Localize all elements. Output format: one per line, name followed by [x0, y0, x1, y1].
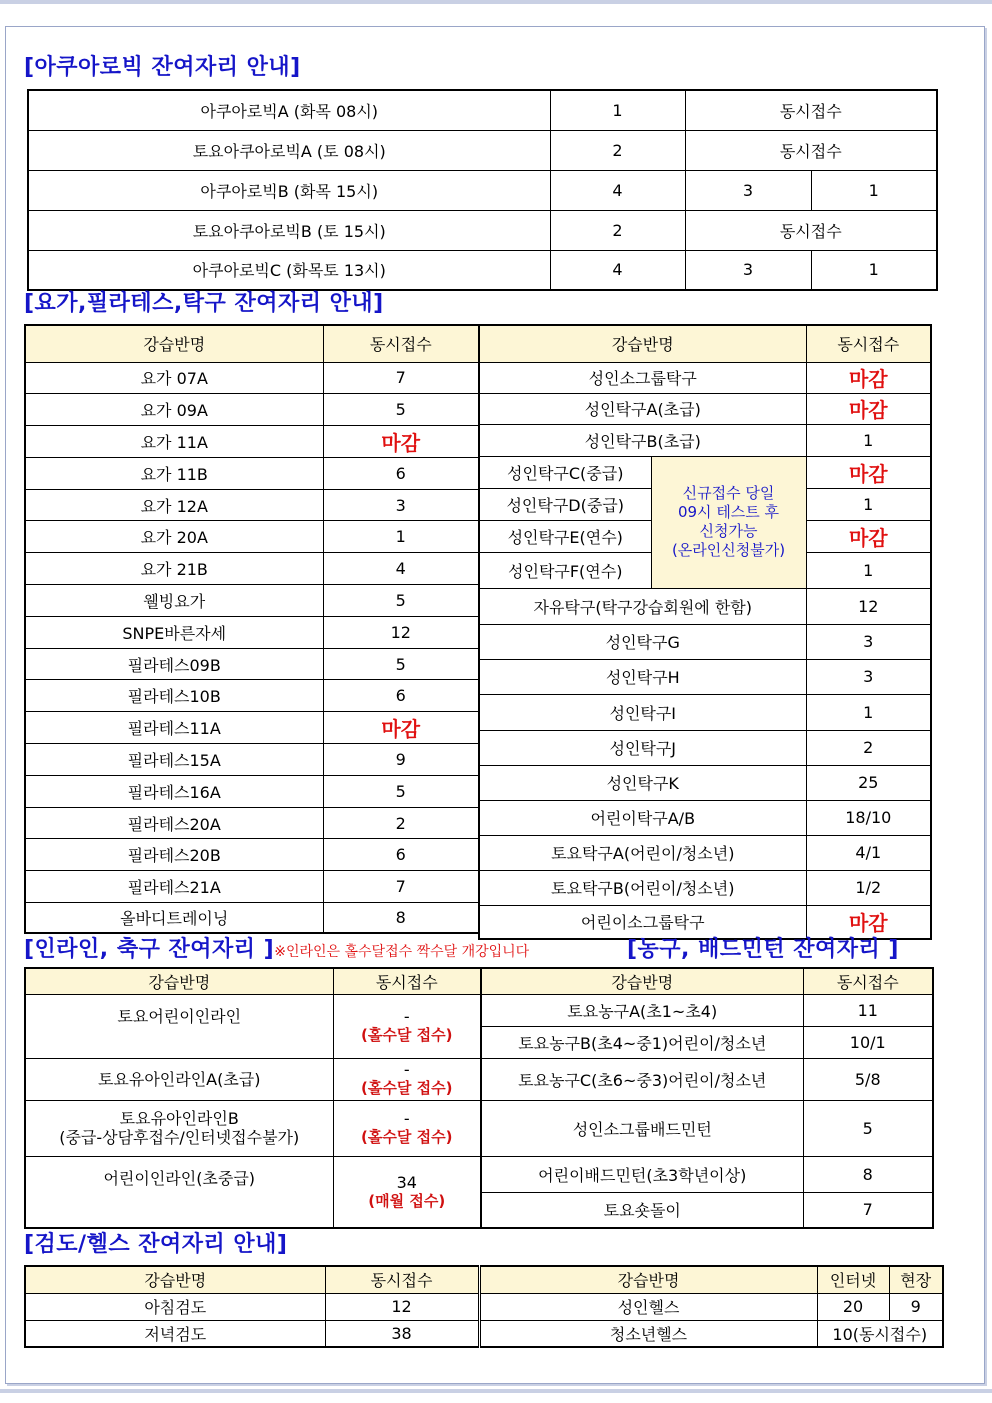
yoga-class-name: SNPE바른자세	[25, 616, 323, 648]
yoga-class-name: 요가 07A	[25, 362, 323, 394]
basket-value: 7	[803, 1192, 933, 1228]
tt-value: 12	[806, 588, 931, 624]
inline-value-main: -	[403, 1007, 410, 1026]
inline-class-name-line: 토요어린이인라인	[117, 1006, 242, 1026]
aqua-value: 4	[550, 170, 685, 210]
tt-class-name: 성인탁구E(연수)	[479, 520, 651, 552]
yoga-class-name: 요가 09A	[25, 394, 323, 426]
health-internet-value: 20	[817, 1293, 889, 1320]
tt-class-name: 성인탁구D(중급)	[479, 488, 651, 520]
basket-table	[480, 967, 934, 1229]
yoga-class-name: 요가 20A	[25, 521, 323, 553]
table-row	[28, 90, 937, 130]
inline-note: ※인라인은 홀수달접수 짝수달 개강입니다	[274, 944, 530, 960]
table-row	[479, 694, 931, 730]
bottom-border-line	[0, 1389, 992, 1393]
basket-seats-header: 동시접수	[803, 968, 933, 994]
inline-value-main: -	[403, 1060, 410, 1079]
basket-class-name: 성인소그룹배드민턴	[481, 1100, 803, 1156]
yoga-value: 2	[323, 807, 479, 839]
kendo-class-name: 저녁검도	[25, 1320, 325, 1347]
aqua-value: 2	[550, 130, 685, 170]
tt-value: 25	[806, 765, 931, 800]
table-row	[479, 659, 931, 694]
aqua-value: 1	[811, 170, 937, 210]
inline-value	[333, 1058, 481, 1100]
tt-value: 마감	[806, 362, 931, 393]
table-row	[25, 1058, 481, 1100]
table-row	[25, 489, 479, 521]
kendo-heading: [검도/헬스 잔여자리 안내]	[24, 1232, 288, 1257]
basket-value: 10/1	[803, 1026, 933, 1058]
inline-class-name-line: 어린이인라인(초중급)	[103, 1168, 256, 1188]
yoga-heading: [요가,필라테스,탁구 잔여자리 안내]	[24, 291, 384, 316]
tt-class-name: 성인탁구B(초급)	[479, 424, 806, 456]
yoga-value: 5	[323, 585, 479, 617]
aqua-value: 2	[550, 210, 685, 250]
inline-class-name	[25, 994, 333, 1058]
inline-class-header: 강습반명	[25, 968, 333, 994]
table-row	[28, 210, 937, 250]
table-row	[479, 393, 931, 424]
basket-value: 5/8	[803, 1058, 933, 1100]
table-row	[25, 426, 479, 458]
aqua-class-name: 아쿠아로빅C (화목토 13시)	[28, 250, 550, 290]
tt-class-name: 성인소그룹탁구	[479, 362, 806, 393]
tt-value: 마감	[806, 456, 931, 488]
table-row	[479, 588, 931, 624]
inline-value-sub: (매월 접수)	[368, 1191, 446, 1210]
health-internet-header: 인터넷	[817, 1266, 889, 1293]
table-row	[479, 730, 931, 765]
tt-class-header: 강습반명	[479, 325, 806, 362]
tabletennis-table	[478, 324, 932, 940]
inline-value-main: -	[403, 1109, 410, 1128]
inline-class-name-line: 토요유아인라인B	[119, 1109, 239, 1128]
table-row	[25, 362, 479, 394]
tt-value: 마감	[806, 393, 931, 424]
tt-value: 마감	[806, 520, 931, 552]
tt-test-note-line: 09시 테스트 후	[677, 503, 780, 521]
inline-seats-header: 동시접수	[333, 968, 481, 994]
table-row	[25, 521, 479, 553]
table-row	[479, 835, 931, 870]
table-row	[25, 994, 481, 1058]
tt-class-name: 성인탁구F(연수)	[479, 552, 651, 588]
table-row	[25, 903, 479, 933]
tt-class-name: 토요탁구B(어린이/청소년)	[479, 870, 806, 905]
tt-class-name: 어린이소그룹탁구	[479, 905, 806, 939]
yoga-value: 3	[323, 489, 479, 521]
table-row	[25, 839, 479, 871]
aqua-value: 3	[685, 170, 811, 210]
yoga-class-name: 필라테스11A	[25, 712, 323, 744]
tt-value: 18/10	[806, 800, 931, 835]
yoga-class-name: 요가 11A	[25, 426, 323, 458]
inline-value-main: 34	[396, 1172, 417, 1192]
yoga-value: 4	[323, 553, 479, 585]
basket-class-name: 토요농구C(초6~중3)어린이/청소년	[481, 1058, 803, 1100]
table-row	[481, 1156, 933, 1192]
yoga-class-name: 올바디트레이닝	[25, 903, 323, 933]
yoga-value: 마감	[323, 426, 479, 458]
tt-value: 2	[806, 730, 931, 765]
tt-class-name: 토요탁구A(어린이/청소년)	[479, 835, 806, 870]
tt-value: 1/2	[806, 870, 931, 905]
tt-test-note-line: (온라인신청불가)	[671, 541, 786, 559]
health-class-header: 강습반명	[479, 1266, 817, 1293]
tt-value: 3	[806, 624, 931, 659]
inline-class-name-line: (중급-상담후접수/인터넷접수불가)	[59, 1128, 300, 1147]
yoga-value: 1	[323, 521, 479, 553]
tt-class-name: 성인탁구I	[479, 694, 806, 730]
tt-class-name: 성인탁구C(중급)	[479, 456, 651, 488]
aqua-class-name: 토요아쿠아로빅B (토 15시)	[28, 210, 550, 250]
inline-value	[333, 994, 481, 1058]
yoga-class-name: 필라테스15A	[25, 744, 323, 776]
aqua-value: 3	[685, 250, 811, 290]
kendo-seats-header: 동시접수	[325, 1266, 479, 1293]
basket-class-name: 토요숏돌이	[481, 1192, 803, 1228]
tt-class-name: 성인탁구K	[479, 765, 806, 800]
table-row	[25, 712, 479, 744]
basket-class-header: 강습반명	[481, 968, 803, 994]
inline-value-sub: (홀수달 접수)	[361, 1026, 453, 1044]
table-row	[479, 800, 931, 835]
inline-value-sub: (홀수달 접수)	[361, 1079, 453, 1097]
table-row	[481, 1100, 933, 1156]
aqua-merged-status: 동시접수	[685, 130, 937, 170]
tt-value: 3	[806, 659, 931, 694]
table-row	[25, 553, 479, 585]
inline-value	[333, 1100, 481, 1156]
table-row	[25, 1156, 481, 1228]
table-row	[481, 994, 933, 1026]
yoga-class-name: 요가 11B	[25, 457, 323, 489]
inline-value-sub: (홀수달 접수)	[361, 1128, 453, 1146]
table-row	[25, 1293, 943, 1320]
yoga-value: 8	[323, 903, 479, 933]
yoga-class-name: 요가 12A	[25, 489, 323, 521]
table-row	[25, 457, 479, 489]
table-row	[481, 1058, 933, 1100]
top-border-line	[0, 0, 992, 4]
health-onsite-header: 현장	[889, 1266, 943, 1293]
yoga-class-name: 필라테스20B	[25, 839, 323, 871]
kendo-class-name: 아침검도	[25, 1293, 325, 1320]
health-merged-value: 10(동시접수)	[817, 1320, 943, 1347]
basket-class-name: 토요농구B(초4~중1)어린이/청소년	[481, 1026, 803, 1058]
yoga-value: 12	[323, 616, 479, 648]
table-row	[28, 130, 937, 170]
table-row	[25, 871, 479, 903]
basket-value: 8	[803, 1156, 933, 1192]
yoga-value: 5	[323, 775, 479, 807]
tt-seats-header: 동시접수	[806, 325, 931, 362]
inline-class-name	[25, 1100, 333, 1156]
inline-class-name	[25, 1058, 333, 1100]
yoga-left-table	[24, 324, 480, 934]
table-row	[25, 616, 479, 648]
tt-value: 1	[806, 552, 931, 588]
table-row	[25, 394, 479, 426]
kendo-value: 12	[325, 1293, 479, 1320]
kendo-table	[24, 1265, 944, 1348]
table-row	[481, 1192, 933, 1228]
table-row	[479, 905, 931, 939]
table-row	[25, 1320, 943, 1347]
health-class-name: 성인헬스	[479, 1293, 817, 1320]
table-row	[479, 624, 931, 659]
yoga-value: 6	[323, 839, 479, 871]
table-row	[481, 1026, 933, 1058]
yoga-class-name: 웰빙요가	[25, 585, 323, 617]
yoga-value: 5	[323, 394, 479, 426]
aqua-value: 1	[550, 90, 685, 130]
basket-value: 11	[803, 994, 933, 1026]
yoga-class-name: 필라테스20A	[25, 807, 323, 839]
inline-class-name-line: 토요유아인라인A(초급)	[97, 1069, 261, 1089]
aqua-table	[27, 89, 938, 291]
table-row	[479, 456, 931, 488]
health-class-name: 청소년헬스	[479, 1320, 817, 1347]
aqua-merged-status: 동시접수	[685, 210, 937, 250]
basket-heading: [농구, 배드민턴 잔여자리 ]	[627, 937, 899, 962]
tt-value: 마감	[806, 905, 931, 939]
aqua-class-name: 아쿠아로빅B (화목 15시)	[28, 170, 550, 210]
table-row	[25, 807, 479, 839]
inline-class-name	[25, 1156, 333, 1228]
basket-class-name: 어린이배드민턴(초3학년이상)	[481, 1156, 803, 1192]
tt-value: 4/1	[806, 835, 931, 870]
tt-test-note-line: 신규접수 당일	[682, 484, 775, 502]
yoga-value: 6	[323, 680, 479, 712]
yoga-class-name: 필라테스09B	[25, 648, 323, 680]
yoga-left-seats-header: 동시접수	[323, 325, 479, 362]
tt-value: 1	[806, 488, 931, 520]
kendo-class-header: 강습반명	[25, 1266, 325, 1293]
yoga-value: 5	[323, 648, 479, 680]
table-row	[479, 424, 931, 456]
table-row	[479, 870, 931, 905]
basket-class-name: 토요농구A(초1~초4)	[481, 994, 803, 1026]
table-row	[25, 775, 479, 807]
aqua-class-name: 아쿠아로빅A (화목 08시)	[28, 90, 550, 130]
table-row	[25, 648, 479, 680]
aqua-value: 4	[550, 250, 685, 290]
table-row	[479, 765, 931, 800]
table-row	[25, 744, 479, 776]
aqua-value: 1	[811, 250, 937, 290]
tt-class-name: 성인탁구J	[479, 730, 806, 765]
yoga-class-name: 필라테스21A	[25, 871, 323, 903]
basket-value: 5	[803, 1100, 933, 1156]
table-row	[25, 585, 479, 617]
aqua-merged-status: 동시접수	[685, 90, 937, 130]
yoga-value: 7	[323, 362, 479, 394]
inline-value	[333, 1156, 481, 1228]
yoga-value: 7	[323, 871, 479, 903]
tt-class-name: 성인탁구H	[479, 659, 806, 694]
table-row	[28, 250, 937, 290]
tt-value: 1	[806, 694, 931, 730]
kendo-value: 38	[325, 1320, 479, 1347]
yoga-value: 6	[323, 457, 479, 489]
health-onsite-value: 9	[889, 1293, 943, 1320]
yoga-class-name: 요가 21B	[25, 553, 323, 585]
tt-test-note	[651, 456, 806, 588]
tt-class-name: 어린이탁구A/B	[479, 800, 806, 835]
aqua-heading: [아쿠아로빅 잔여자리 안내]	[24, 55, 301, 80]
table-row	[479, 362, 931, 393]
yoga-class-name: 필라테스10B	[25, 680, 323, 712]
tt-test-note-line: 신청가능	[699, 522, 758, 540]
yoga-left-class-header: 강습반명	[25, 325, 323, 362]
inline-heading	[24, 936, 529, 966]
yoga-value: 9	[323, 744, 479, 776]
aqua-class-name: 토요아쿠아로빅A (토 08시)	[28, 130, 550, 170]
yoga-value: 마감	[323, 712, 479, 744]
tt-value: 1	[806, 424, 931, 456]
tt-class-name: 성인탁구A(초급)	[479, 393, 806, 424]
table-row	[25, 1100, 481, 1156]
yoga-class-name: 필라테스16A	[25, 775, 323, 807]
table-row	[25, 680, 479, 712]
tt-class-name: 성인탁구G	[479, 624, 806, 659]
table-row	[28, 170, 937, 210]
tt-class-name: 자유탁구(탁구강습회원에 한함)	[479, 588, 806, 624]
inline-title: [인라인, 축구 잔여자리 ]	[24, 937, 275, 962]
inline-table	[24, 967, 482, 1229]
